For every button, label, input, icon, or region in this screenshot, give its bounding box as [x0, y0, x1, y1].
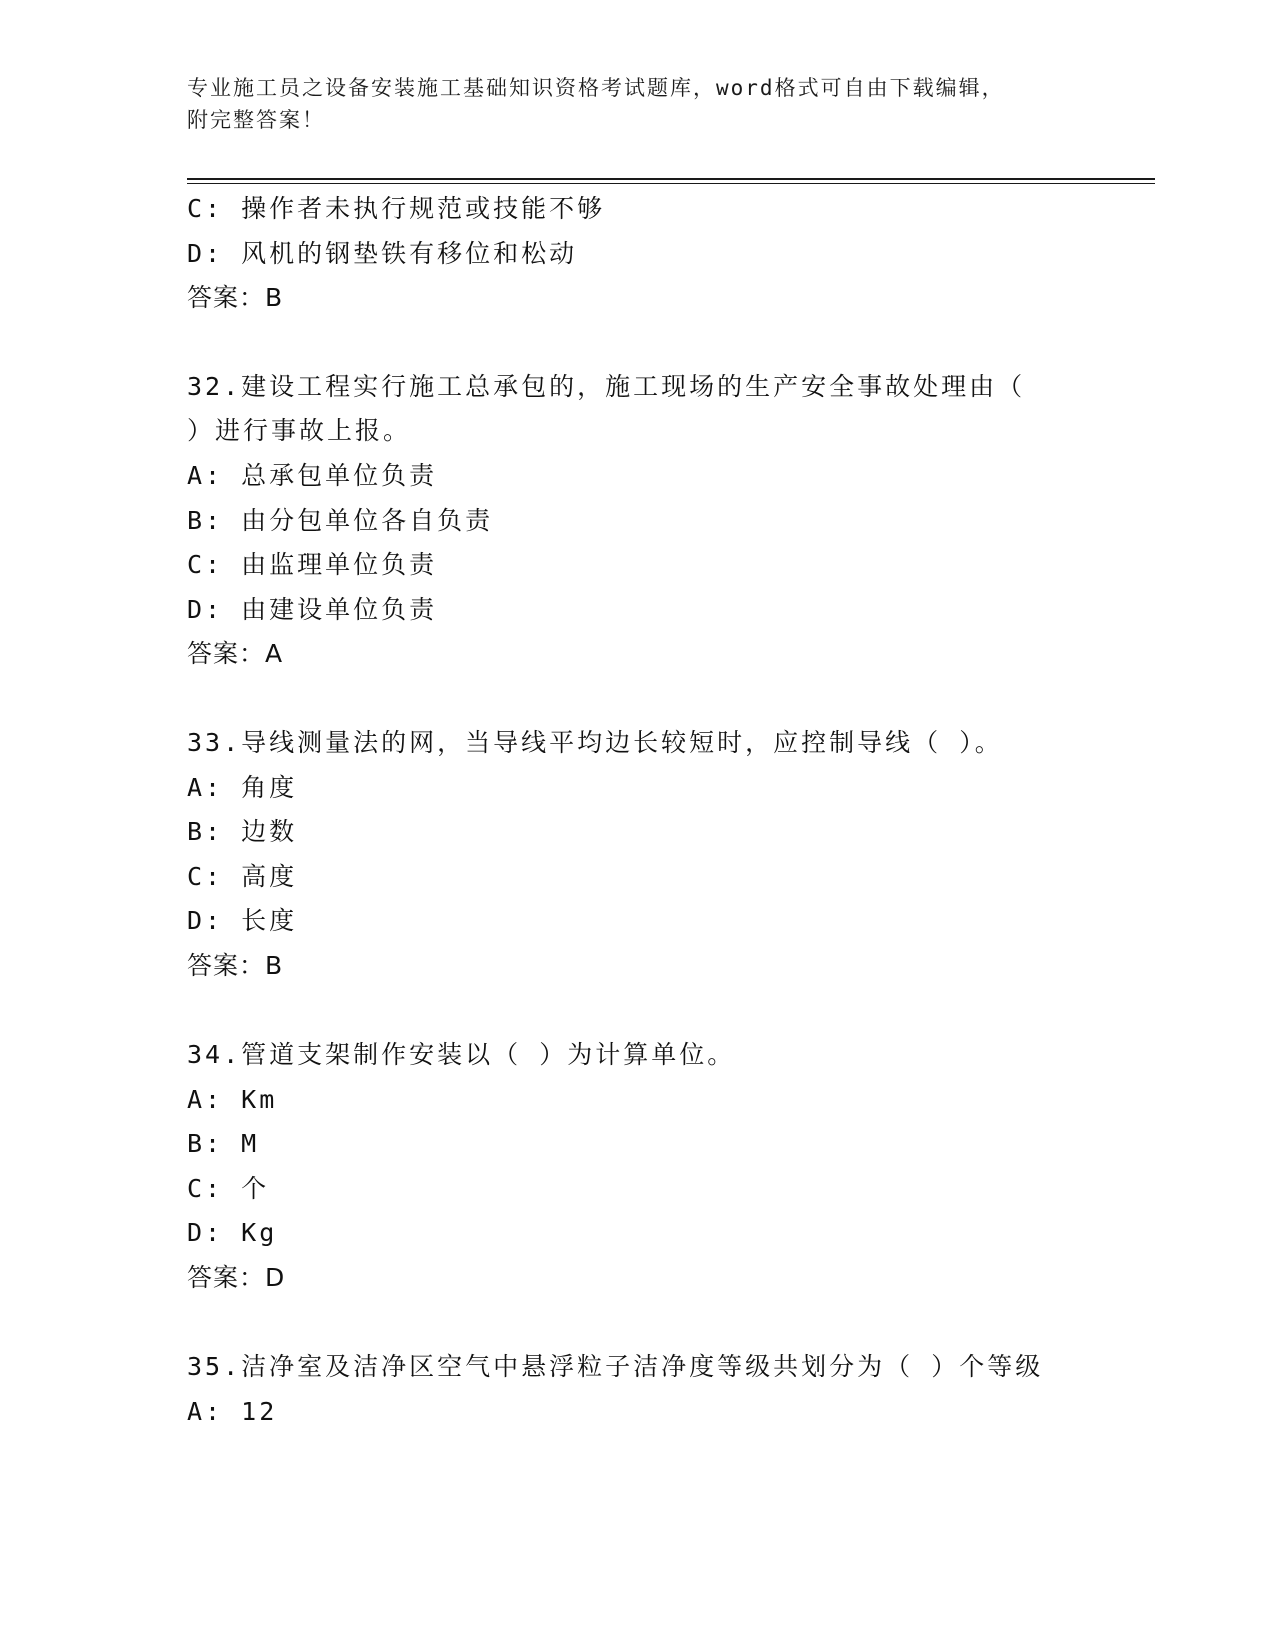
answer: 答案：D	[187, 1263, 286, 1292]
document-header	[187, 72, 1067, 136]
header-rule-thick	[187, 178, 1155, 180]
option-c: C: 高度	[187, 862, 298, 891]
option-a: A: 角度	[187, 773, 298, 802]
header-line-2: 附完整答案！	[187, 108, 325, 132]
question-32-line-2: ）进行事故上报。	[187, 416, 412, 445]
header-rule-thin	[187, 183, 1155, 184]
answer: 答案：B	[187, 951, 284, 980]
option-c: C: 由监理单位负责	[187, 550, 438, 579]
question-35: 35.洁净室及洁净区空气中悬浮粒子洁净度等级共划分为（ ）个等级	[187, 1352, 1044, 1381]
option-a: A: 12	[187, 1397, 278, 1426]
question-32-line-1: 32.建设工程实行施工总承包的，施工现场的生产安全事故处理由（	[187, 372, 1026, 401]
answer: 答案：A	[187, 639, 284, 668]
option-b: B: 由分包单位各自负责	[187, 506, 494, 535]
answer: 答案：B	[187, 283, 284, 312]
option-a: A: Km	[187, 1085, 278, 1114]
option-d: D: 由建设单位负责	[187, 595, 438, 624]
question-33: 33.导线测量法的网，当导线平均边长较短时，应控制导线（ ）。	[187, 728, 1003, 757]
option-c: C: 个	[187, 1174, 270, 1203]
option-b: B: 边数	[187, 817, 298, 846]
option-d: D: 长度	[187, 906, 298, 935]
option-b: B: M	[187, 1129, 260, 1158]
header-line-1: 专业施工员之设备安装施工基础知识资格考试题库，word格式可自由下载编辑，	[187, 76, 1005, 100]
question-34: 34.管道支架制作安装以（ ）为计算单位。	[187, 1040, 736, 1069]
option-c: C: 操作者未执行规范或技能不够	[187, 194, 606, 223]
option-d: D: Kg	[187, 1218, 278, 1247]
option-d: D: 风机的钢垫铁有移位和松动	[187, 239, 578, 268]
option-a: A: 总承包单位负责	[187, 461, 438, 490]
